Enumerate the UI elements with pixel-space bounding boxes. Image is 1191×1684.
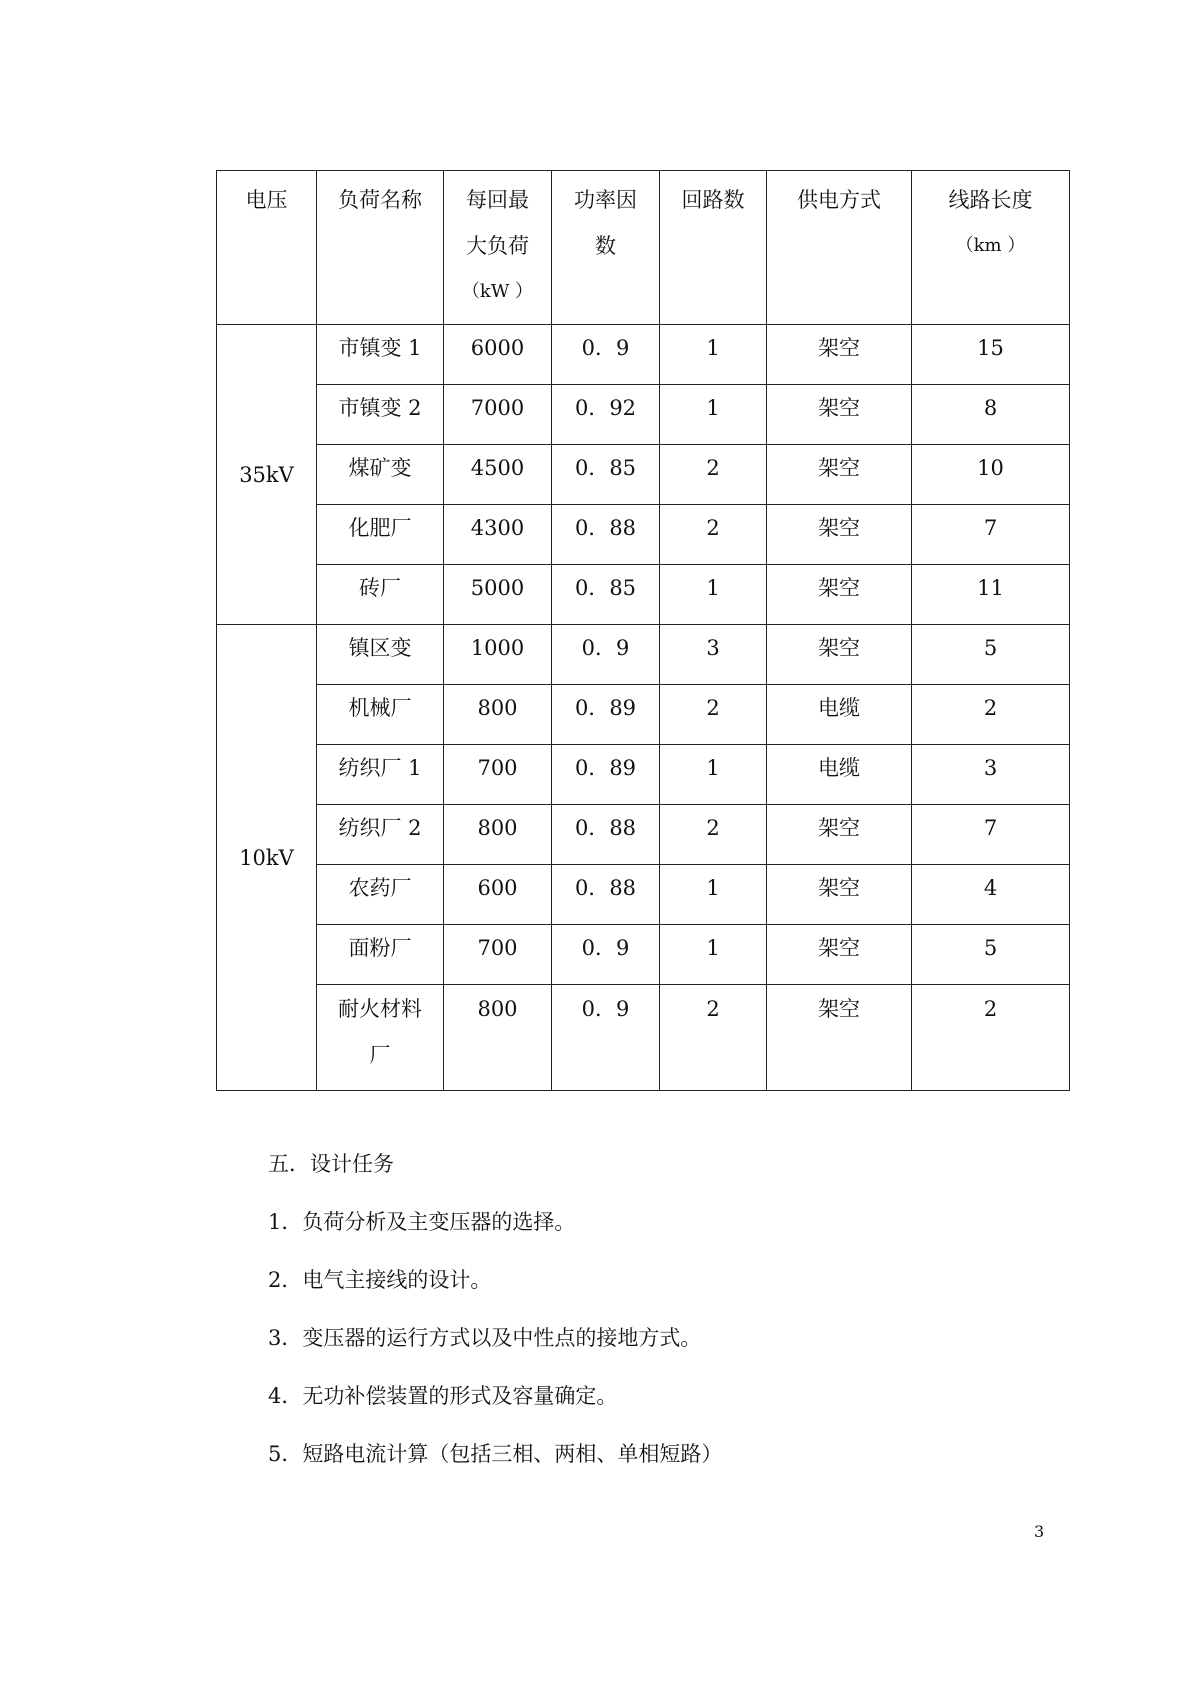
supply-mode-cell: 架空 [767, 865, 912, 925]
power-factor-cell: 0．92 [552, 385, 660, 445]
max-load-cell: 4300 [444, 505, 552, 565]
table-row [217, 385, 1070, 445]
load-name-cell: 纺织厂 2 [317, 805, 444, 865]
power-factor-cell: 0．9 [552, 925, 660, 985]
max-load-cell: 700 [444, 925, 552, 985]
circuits-cell: 1 [660, 745, 767, 805]
line-length-cell: 7 [912, 805, 1070, 865]
supply-mode-cell: 架空 [767, 385, 912, 445]
load-name-cell: 机械厂 [317, 685, 444, 745]
load-name-cell: 镇区变 [317, 625, 444, 685]
load-table [216, 170, 1070, 1091]
max-load-cell: 600 [444, 865, 552, 925]
circuits-cell: 1 [660, 385, 767, 445]
line-length-cell: 7 [912, 505, 1070, 565]
supply-mode-cell: 架空 [767, 925, 912, 985]
circuits-cell: 1 [660, 925, 767, 985]
max-load-cell: 800 [444, 685, 552, 745]
supply-mode-cell: 架空 [767, 445, 912, 505]
load-name-cell: 面粉厂 [317, 925, 444, 985]
supply-mode-cell: 电缆 [767, 685, 912, 745]
line-length-cell: 2 [912, 985, 1070, 1091]
circuits-cell: 2 [660, 805, 767, 865]
voltage-cell: 10kV [217, 625, 317, 1091]
power-factor-cell: 0．88 [552, 505, 660, 565]
table-row [217, 985, 1070, 1091]
load-name-cell: 煤矿变 [317, 445, 444, 505]
table-row [217, 565, 1070, 625]
header-circuits: 回路数 [660, 171, 767, 325]
line-length-cell: 8 [912, 385, 1070, 445]
circuits-cell: 1 [660, 325, 767, 385]
supply-mode-cell: 电缆 [767, 745, 912, 805]
line-length-cell: 10 [912, 445, 1070, 505]
max-load-cell: 800 [444, 985, 552, 1091]
power-factor-cell: 0．85 [552, 565, 660, 625]
load-name-cell: 市镇变 2 [317, 385, 444, 445]
power-factor-cell: 0．9 [552, 325, 660, 385]
header-max-load: 每回最 大负荷 （kW ） [444, 171, 552, 325]
power-factor-cell: 0．88 [552, 865, 660, 925]
power-factor-cell: 0．89 [552, 685, 660, 745]
power-factor-cell: 0．9 [552, 625, 660, 685]
line-length-cell: 15 [912, 325, 1070, 385]
supply-mode-cell: 架空 [767, 985, 912, 1091]
load-name-cell: 耐火材料 厂 [317, 985, 444, 1091]
supply-mode-cell: 架空 [767, 805, 912, 865]
header-supply-mode: 供电方式 [767, 171, 912, 325]
table-row [217, 445, 1070, 505]
line-length-cell: 5 [912, 925, 1070, 985]
circuits-cell: 2 [660, 985, 767, 1091]
header-line-length: 线路长度 （km ） [912, 171, 1070, 325]
load-name-cell: 市镇变 1 [317, 325, 444, 385]
power-factor-cell: 0．9 [552, 985, 660, 1091]
table-row [217, 625, 1070, 685]
table-row [217, 505, 1070, 565]
task-item: 3．变压器的运行方式以及中性点的接地方式。 [268, 1326, 702, 1350]
max-load-cell: 1000 [444, 625, 552, 685]
circuits-cell: 1 [660, 865, 767, 925]
table-row [217, 685, 1070, 745]
power-factor-cell: 0．85 [552, 445, 660, 505]
power-factor-cell: 0．88 [552, 805, 660, 865]
supply-mode-cell: 架空 [767, 565, 912, 625]
circuits-cell: 1 [660, 565, 767, 625]
section-heading: 五．设计任务 [268, 1152, 394, 1176]
max-load-cell: 4500 [444, 445, 552, 505]
table-row [217, 745, 1070, 805]
load-name-cell: 农药厂 [317, 865, 444, 925]
line-length-cell: 3 [912, 745, 1070, 805]
load-name-cell: 砖厂 [317, 565, 444, 625]
circuits-cell: 2 [660, 685, 767, 745]
header-load-name: 负荷名称 [317, 171, 444, 325]
line-length-cell: 2 [912, 685, 1070, 745]
max-load-cell: 5000 [444, 565, 552, 625]
table-header-row [217, 171, 1070, 325]
power-factor-cell: 0．89 [552, 745, 660, 805]
max-load-cell: 800 [444, 805, 552, 865]
line-length-cell: 5 [912, 625, 1070, 685]
table-row [217, 925, 1070, 985]
line-length-cell: 4 [912, 865, 1070, 925]
supply-mode-cell: 架空 [767, 325, 912, 385]
max-load-cell: 700 [444, 745, 552, 805]
circuits-cell: 3 [660, 625, 767, 685]
table-row [217, 325, 1070, 385]
line-length-cell: 11 [912, 565, 1070, 625]
load-name-cell: 纺织厂 1 [317, 745, 444, 805]
task-item: 2．电气主接线的设计。 [268, 1268, 492, 1292]
page-number: 3 [1034, 1522, 1045, 1541]
load-name-cell: 化肥厂 [317, 505, 444, 565]
circuits-cell: 2 [660, 445, 767, 505]
table-row [217, 865, 1070, 925]
supply-mode-cell: 架空 [767, 625, 912, 685]
header-power-factor: 功率因 数 [552, 171, 660, 325]
header-voltage: 电压 [217, 171, 317, 325]
supply-mode-cell: 架空 [767, 505, 912, 565]
task-item: 1．负荷分析及主变压器的选择。 [268, 1210, 576, 1234]
max-load-cell: 7000 [444, 385, 552, 445]
task-item: 4．无功补偿装置的形式及容量确定。 [268, 1384, 618, 1408]
voltage-cell: 35kV [217, 325, 317, 625]
circuits-cell: 2 [660, 505, 767, 565]
task-item: 5．短路电流计算（包括三相、两相、单相短路） [268, 1442, 723, 1466]
max-load-cell: 6000 [444, 325, 552, 385]
table-row [217, 805, 1070, 865]
